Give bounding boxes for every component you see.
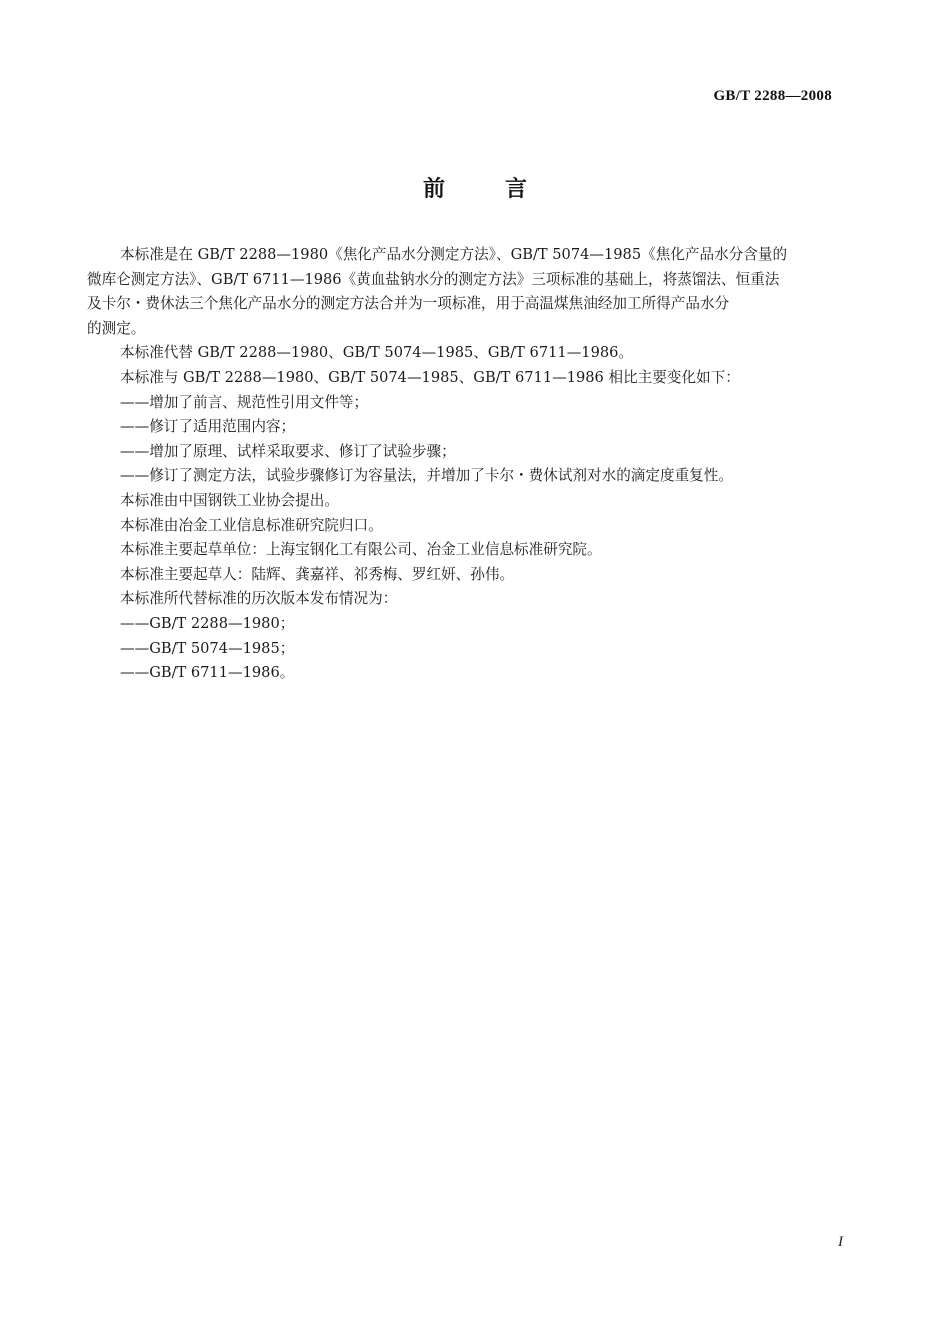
- intro-line: 及卡尔・费休法三个焦化产品水分的测定方法合并为一项标准，用于高温煤焦油经加工所得产品水分: [87, 295, 730, 313]
- intro-line: 的测定。: [87, 319, 146, 337]
- change-item: ——修订了适用范围内容；: [120, 418, 296, 436]
- standard-code-header: GB/T 2288—2008: [713, 88, 832, 104]
- history-item: ——GB/T 5074—1985；: [120, 639, 295, 657]
- foreword-body: [87, 243, 840, 686]
- replaces-paragraph: 本标准代替 GB/T 2288—1980、GB/T 5074—1985、GB/T 6711—1986。: [120, 344, 634, 362]
- history-item: ——GB/T 2288—1980；: [120, 614, 295, 632]
- changes-list: [120, 391, 840, 489]
- title-char-1: 前: [422, 177, 445, 202]
- history-intro-paragraph: 本标准所代替标准的历次版本发布情况为：: [120, 590, 398, 608]
- changes-intro-paragraph: 本标准与 GB/T 2288—1980、GB/T 5074—1985、GB/T 6711—1986 相比主要变化如下：: [120, 368, 740, 386]
- change-item: ——增加了前言、规范性引用文件等；: [120, 393, 369, 411]
- drafters-paragraph: 本标准主要起草人：陆辉、龚嘉祥、祁秀梅、罗红妍、孙伟。: [120, 565, 515, 583]
- drafting-units-paragraph: 本标准主要起草单位：上海宝钢化工有限公司、冶金工业信息标准研究院。: [120, 541, 602, 559]
- intro-line: 本标准是在 GB/T 2288—1980《焦化产品水分测定方法》、GB/T 5074—1985《焦化产品水分含量的: [120, 246, 788, 263]
- page-title: [0, 172, 950, 203]
- proposed-by-paragraph: 本标准由中国钢铁工业协会提出。: [120, 491, 339, 509]
- title-char-2: 言: [505, 177, 528, 202]
- page-number: I: [838, 1234, 843, 1250]
- change-item: ——增加了原理、试样采取要求、修订了试验步骤；: [120, 442, 456, 460]
- intro-line: 微库仑测定方法》、GB/T 6711—1986《黄血盐钠水分的测定方法》三项标准的基础上，将蒸馏法、恒重法: [87, 270, 780, 288]
- history-item: ——GB/T 6711—1986。: [120, 664, 295, 682]
- intro-paragraph: [87, 243, 840, 341]
- centralized-by-paragraph: 本标准由冶金工业信息标准研究院归口。: [120, 516, 383, 534]
- history-list: [120, 612, 840, 686]
- change-item: ——修订了测定方法，试验步骤修订为容量法，并增加了卡尔・费休试剂对水的滴定度重复性。: [120, 467, 733, 485]
